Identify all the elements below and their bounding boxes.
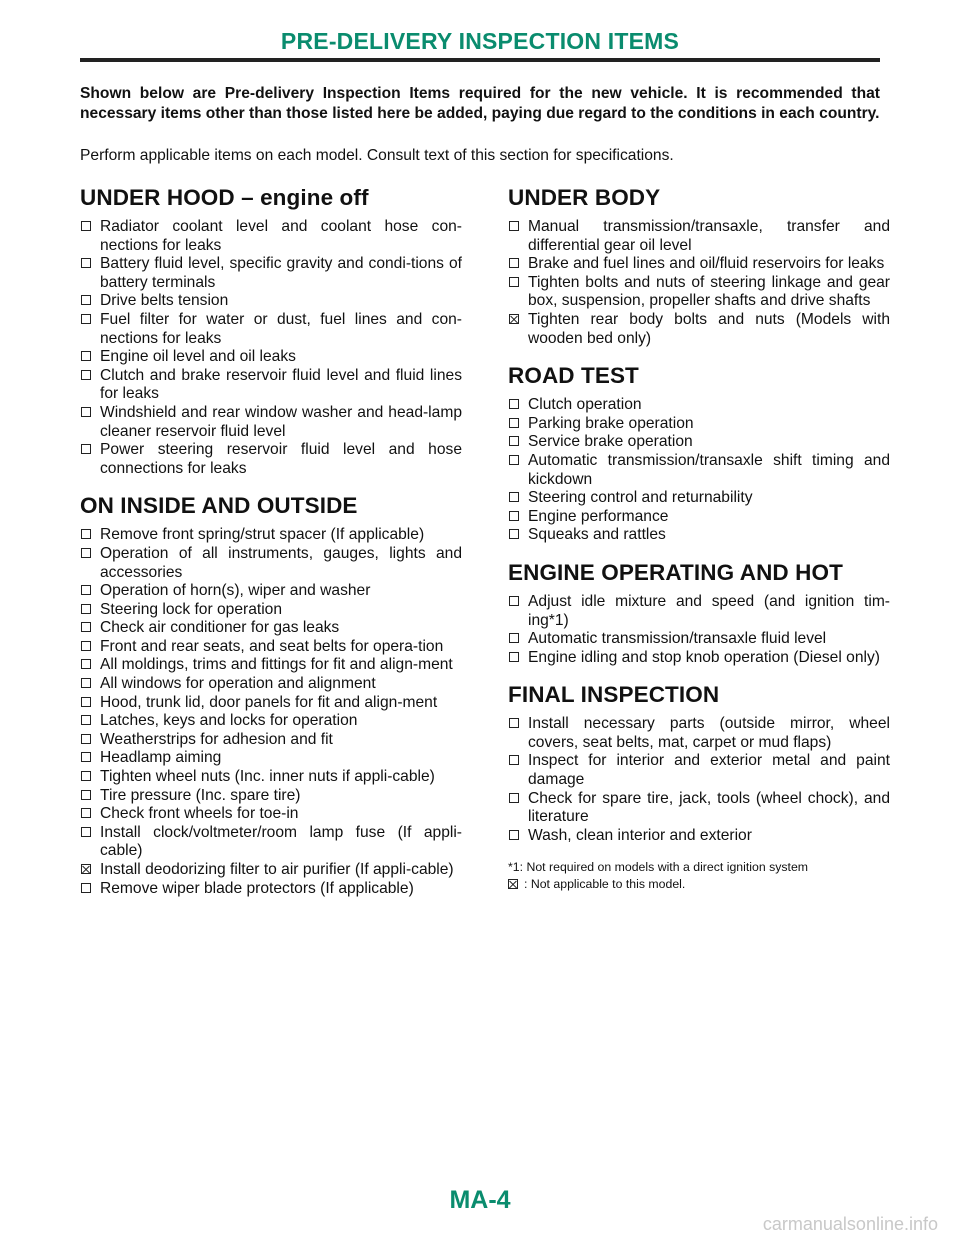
checklist-item bbox=[508, 508, 890, 527]
checklist-item bbox=[80, 292, 462, 311]
checkbox-icon bbox=[509, 755, 519, 765]
checkbox-icon bbox=[81, 221, 91, 231]
checklist-item bbox=[508, 489, 890, 508]
checklist-item-text: Weatherstrips for adhesion and fit bbox=[100, 730, 333, 748]
checklist-item-text: Steering lock for operation bbox=[100, 600, 283, 618]
checklist-item-text: Headlamp aiming bbox=[100, 749, 222, 767]
footnotes bbox=[508, 859, 890, 893]
checklist-item-text: Parking brake operation bbox=[528, 414, 694, 432]
checkbox-icon bbox=[81, 808, 91, 818]
checklist-item bbox=[508, 452, 890, 489]
section-heading: ROAD TEST bbox=[508, 363, 639, 389]
crossed-checkbox-icon bbox=[508, 879, 518, 889]
checklist bbox=[508, 715, 890, 845]
checkbox-icon bbox=[509, 652, 519, 662]
checkbox-icon bbox=[509, 492, 519, 502]
checkbox-icon bbox=[509, 793, 519, 803]
checklist-item bbox=[80, 656, 462, 675]
checklist-item bbox=[508, 218, 890, 255]
checkbox-icon bbox=[81, 548, 91, 558]
checkbox-icon bbox=[81, 883, 91, 893]
checklist-item bbox=[80, 787, 462, 806]
checkbox-icon bbox=[509, 399, 519, 409]
intro-text: Perform applicable items on each model. Consult text of this section for specifications. bbox=[80, 147, 674, 164]
checklist-item-text: Hood, trunk lid, door panels for fit and align-ment bbox=[100, 693, 438, 711]
checkbox-icon bbox=[509, 436, 519, 446]
section-under-hood bbox=[80, 184, 462, 478]
section-under-body bbox=[508, 184, 890, 348]
checklist-item bbox=[80, 638, 462, 657]
checkbox-icon bbox=[509, 277, 519, 287]
section-final-inspection bbox=[508, 681, 890, 845]
checkbox-icon bbox=[81, 622, 91, 632]
footnote-1: *1: Not required on models with a direct ignition system bbox=[508, 860, 809, 875]
checklist bbox=[508, 593, 890, 667]
checklist-item-text: Fuel filter for water or dust, fuel lines and con-nections for leaks bbox=[100, 310, 462, 347]
checkbox-icon bbox=[509, 221, 519, 231]
checklist-item bbox=[508, 790, 890, 827]
checklist-item bbox=[508, 274, 890, 311]
page-number: MA-4 bbox=[449, 1186, 511, 1214]
checklist-item bbox=[80, 601, 462, 620]
checkbox-icon bbox=[81, 314, 91, 324]
header-rule bbox=[80, 58, 880, 62]
checklist-item-text: Power steering reservoir fluid level and hose connections for leaks bbox=[100, 441, 462, 477]
checklist-item-text: Front and rear seats, and seat belts for opera-tion bbox=[100, 637, 444, 655]
checklist-item bbox=[80, 880, 462, 899]
checklist-item-text: Tighten rear body bolts and nuts (Models with wooden bed only) bbox=[528, 310, 890, 347]
checklist-item bbox=[80, 861, 462, 880]
checkbox-icon bbox=[81, 678, 91, 688]
section-inside-outside bbox=[80, 492, 462, 898]
checklist-item-text: All windows for operation and alignment bbox=[100, 675, 376, 693]
checklist-item bbox=[508, 311, 890, 348]
checklist-item-text: Battery fluid level, specific gravity and condi-tions of battery terminals bbox=[100, 255, 462, 291]
checkbox-icon bbox=[81, 258, 91, 268]
checklist-item bbox=[80, 367, 462, 404]
checkbox-icon bbox=[81, 827, 91, 837]
checklist-item bbox=[508, 526, 890, 545]
section-heading: UNDER BODY bbox=[508, 185, 661, 210]
checklist-item bbox=[80, 311, 462, 348]
checklist bbox=[80, 218, 462, 478]
section-heading: ON INSIDE AND OUTSIDE bbox=[80, 493, 358, 519]
checkbox-icon bbox=[81, 734, 91, 744]
checklist-item-text: Latches, keys and locks for operation bbox=[100, 712, 358, 730]
checklist-item bbox=[80, 218, 462, 255]
checklist-item bbox=[80, 619, 462, 638]
checkbox-icon bbox=[81, 604, 91, 614]
checkbox-icon bbox=[509, 718, 519, 728]
checklist-item-text: Clutch operation bbox=[528, 396, 642, 414]
section-engine-hot bbox=[508, 559, 890, 667]
checklist bbox=[508, 396, 890, 545]
checklist-item-text: Service brake operation bbox=[528, 433, 693, 451]
checklist-item-text: Check front wheels for toe-in bbox=[100, 805, 299, 823]
checklist-item bbox=[80, 255, 462, 292]
checklist-item bbox=[508, 630, 890, 649]
checklist-item-text: Install clock/voltmeter/room lamp fuse (If appli-cable) bbox=[100, 823, 462, 860]
checklist-item bbox=[80, 731, 462, 750]
checklist-item bbox=[508, 827, 890, 846]
checklist-item-text: Adjust idle mixture and speed (and ignition tim-ing*1) bbox=[528, 592, 890, 629]
checklist-item-text: Drive belts tension bbox=[100, 292, 229, 310]
checklist-item bbox=[80, 404, 462, 441]
section-road-test bbox=[508, 362, 890, 545]
checkbox-icon bbox=[509, 830, 519, 840]
checklist-item-text: Engine performance bbox=[528, 507, 669, 525]
checklist-item-text: All moldings, trims and fittings for fit and align-ment bbox=[100, 656, 453, 674]
checklist-item-text: Operation of horn(s), wiper and washer bbox=[100, 582, 371, 600]
checklist bbox=[80, 526, 462, 898]
checklist-item-text: Operation of all instruments, gauges, lights and accessories bbox=[100, 544, 462, 581]
crossed-checkbox-icon bbox=[81, 864, 91, 874]
checkbox-icon bbox=[81, 697, 91, 707]
checklist-item-text: Inspect for interior and exterior metal and paint damage bbox=[528, 752, 890, 789]
checklist-item bbox=[80, 768, 462, 787]
section-heading: UNDER HOOD – engine off bbox=[80, 185, 369, 210]
checklist-item-text: Automatic transmission/transaxle fluid level bbox=[528, 630, 827, 648]
checkbox-icon bbox=[81, 659, 91, 669]
checkbox-icon bbox=[509, 258, 519, 268]
checkbox-icon bbox=[509, 633, 519, 643]
checkbox-icon bbox=[81, 771, 91, 781]
checkbox-icon bbox=[81, 351, 91, 361]
checklist-item-text: Check air conditioner for gas leaks bbox=[100, 619, 340, 637]
checklist-item-text: Install deodorizing filter to air purifier (If appli-cable) bbox=[100, 861, 454, 878]
checklist-item bbox=[508, 593, 890, 630]
checklist-item bbox=[508, 396, 890, 415]
checklist bbox=[508, 218, 890, 348]
checklist-item-text: Check for spare tire, jack, tools (wheel chock), and literature bbox=[528, 789, 890, 826]
checklist-item bbox=[80, 545, 462, 582]
checkbox-icon bbox=[509, 455, 519, 465]
checklist-item-text: Tire pressure (Inc. spare tire) bbox=[100, 786, 301, 804]
checkbox-icon bbox=[81, 790, 91, 800]
checklist-item-text: Squeaks and rattles bbox=[528, 526, 666, 544]
checkbox-icon bbox=[81, 585, 91, 595]
checklist-item-text: Remove wiper blade protectors (If applicable) bbox=[100, 879, 414, 897]
checklist-item-text: Steering control and returnability bbox=[528, 489, 753, 507]
checklist-item bbox=[80, 824, 462, 861]
checklist-item-text: Automatic transmission/transaxle shift timing and kickdown bbox=[528, 451, 890, 488]
left-column bbox=[80, 184, 462, 912]
footnote-not-applicable bbox=[508, 876, 890, 893]
checklist-item bbox=[80, 348, 462, 367]
checkbox-icon bbox=[81, 407, 91, 417]
checklist-item-text: Windshield and rear window washer and head-lamp cleaner reservoir fluid level bbox=[100, 403, 462, 440]
checklist-item bbox=[508, 715, 890, 752]
checkbox-icon bbox=[81, 752, 91, 762]
checklist-item bbox=[80, 675, 462, 694]
checkbox-icon bbox=[81, 529, 91, 539]
crossed-checkbox-icon bbox=[509, 314, 519, 324]
checklist-item bbox=[80, 749, 462, 768]
page-title: PRE-DELIVERY INSPECTION ITEMS bbox=[280, 28, 680, 54]
checklist-item-text: Wash, clean interior and exterior bbox=[528, 826, 752, 844]
checklist-item-text: Radiator coolant level and coolant hose con-nections for leaks bbox=[100, 218, 462, 254]
checklist-item-text: Install necessary parts (outside mirror, wheel covers, seat belts, mat, carpet or mud flaps) bbox=[528, 715, 890, 751]
checklist-item bbox=[508, 649, 890, 668]
checklist-item-text: Brake and fuel lines and oil/fluid reservoirs for leaks bbox=[528, 255, 885, 273]
checkbox-icon bbox=[509, 529, 519, 539]
footnote-x-text: : Not applicable to this model. bbox=[524, 877, 686, 892]
checklist-item bbox=[508, 415, 890, 434]
section-heading: FINAL INSPECTION bbox=[508, 682, 720, 708]
checklist-item-text: Engine idling and stop knob operation (Diesel only) bbox=[528, 648, 880, 666]
watermark: carmanualsonline.info bbox=[762, 1214, 938, 1234]
checklist-item-text: Manual transmission/transaxle, transfer and differential gear oil level bbox=[528, 218, 890, 254]
checklist-item bbox=[80, 441, 462, 478]
checkbox-icon bbox=[81, 444, 91, 454]
checklist-item bbox=[508, 255, 890, 274]
checkbox-icon bbox=[81, 295, 91, 305]
intro-bold: Shown below are Pre-delivery Inspection Items required for the new vehicle. It is recommended that necessary items other than those listed here be added, paying due regard to the conditions in each country. bbox=[80, 85, 880, 122]
checklist-item bbox=[508, 433, 890, 452]
checklist-item bbox=[508, 752, 890, 789]
checklist-item-text: Engine oil level and oil leaks bbox=[100, 348, 296, 366]
checklist-item bbox=[80, 712, 462, 731]
section-heading: ENGINE OPERATING AND HOT bbox=[508, 559, 843, 585]
checklist-item bbox=[80, 694, 462, 713]
checkbox-icon bbox=[81, 715, 91, 725]
checklist-item bbox=[80, 582, 462, 601]
checklist-item bbox=[80, 526, 462, 545]
checkbox-icon bbox=[509, 596, 519, 606]
right-column bbox=[508, 184, 890, 893]
checklist-item-text: Remove front spring/strut spacer (If applicable) bbox=[100, 526, 425, 544]
checklist-item-text: Tighten bolts and nuts of steering linkage and gear box, suspension, propeller shafts and drive shafts bbox=[528, 273, 890, 310]
checklist-item-text: Clutch and brake reservoir fluid level and fluid lines for leaks bbox=[100, 366, 462, 403]
checkbox-icon bbox=[81, 641, 91, 651]
checkbox-icon bbox=[81, 370, 91, 380]
checkbox-icon bbox=[509, 511, 519, 521]
checklist-item bbox=[80, 805, 462, 824]
checkbox-icon bbox=[509, 418, 519, 428]
checklist-item-text: Tighten wheel nuts (Inc. inner nuts if appli-cable) bbox=[100, 768, 435, 786]
